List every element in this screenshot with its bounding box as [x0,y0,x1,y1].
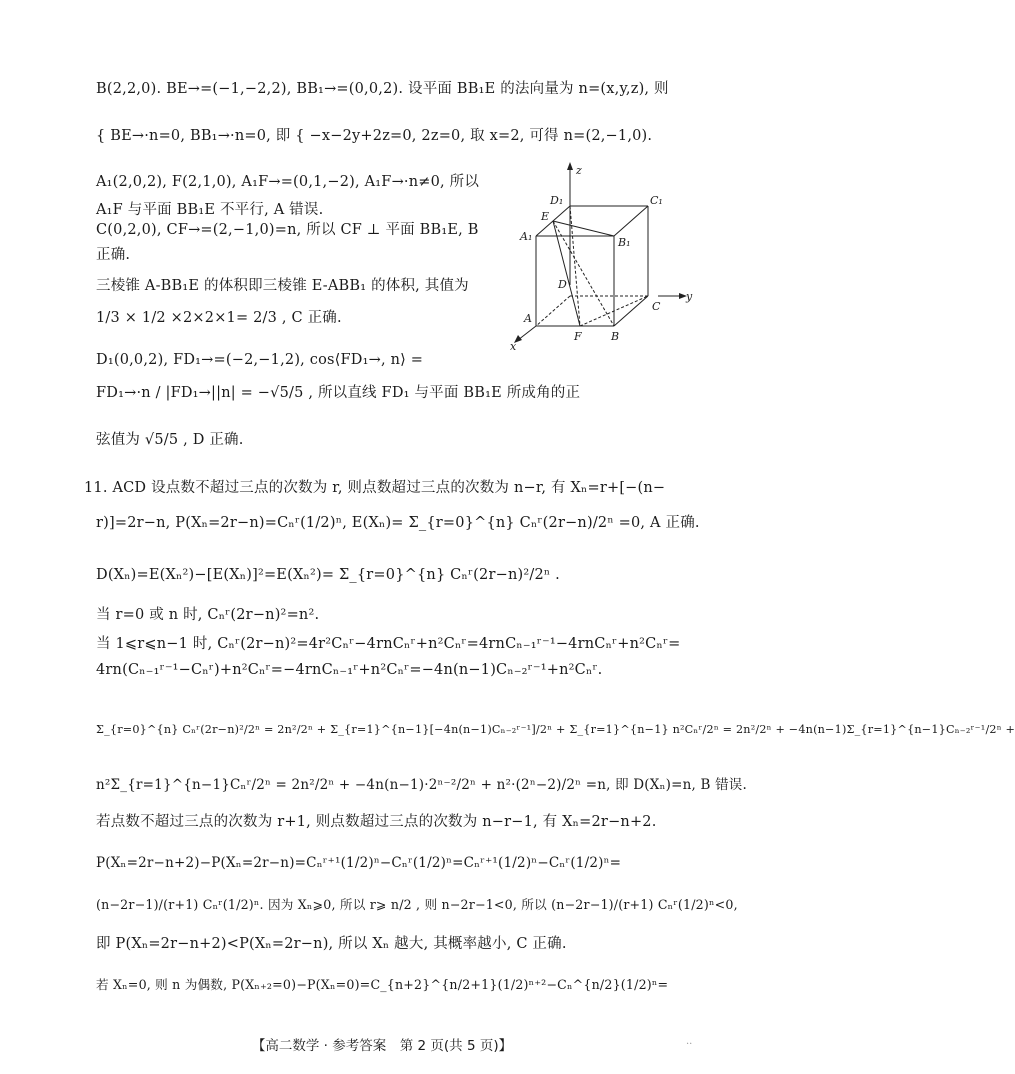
label-x: x [510,340,517,353]
line-2: { BE→·n=0, BB₁→·n=0, 即 { −x−2y+2z=0, 2z=0, 取 x=2, 可得 n=(2,−1,0). [96,128,653,144]
x-axis [518,326,536,340]
label-E: E [541,210,550,223]
cube-diagram [508,160,708,353]
label-y: y [686,290,693,303]
line-4: A₁F 与平面 BB₁E 不平行, A 错误. [96,202,324,218]
line-23: 即 P(Xₙ=2r−n+2)<P(Xₙ=2r−n), 所以 Xₙ 越大, 其概率越小, C 正确. [96,936,567,952]
line-20: 若点数不超过三点的次数为 r+1, 则点数超过三点的次数为 n−r−1, 有 Xₙ=2r−n+2. [96,814,657,830]
line-7: 三棱锥 A-BB₁E 的体积即三棱锥 E-ABB₁ 的体积, 其值为 [96,278,469,294]
edge-CB [614,296,648,326]
line-14: D(Xₙ)=E(Xₙ²)−[E(Xₙ)]²=E(Xₙ²)= Σ_{r=0}^{n} Cₙʳ(2r−n)²/2ⁿ . [96,567,560,583]
page-footer: 【高二数学 · 参考答案 第 2 页(共 5 页)】 [251,1038,513,1054]
edge-C1B1 [614,206,648,236]
label-A: A [524,312,532,325]
line-1: B(2,2,0). BE→=(−1,−2,2), BB₁→=(0,0,2). 设平面 BB₁E 的法向量为 n=(x,y,z), 则 [96,81,669,97]
edge-B1E [553,221,614,236]
label-A1: A₁ [520,230,533,243]
cube-figure [508,160,708,353]
label-C: C [652,300,661,313]
line-12: 11. ACD 设点数不超过三点的次数为 r, 则点数超过三点的次数为 n−r, 有 Xₙ=r+[−(n− [84,480,666,496]
line-5: C(0,2,0), CF→=(2,−1,0)=n, 所以 CF ⊥ 平面 BB₁E, B [96,222,479,238]
corner-mark: .. [686,1036,693,1047]
label-F: F [574,330,582,343]
label-B: B [611,330,620,343]
line-16: 当 1⩽r⩽n−1 时, Cₙʳ(2r−n)²=4r²Cₙʳ−4rnCₙʳ+n²Cₙʳ=4rnCₙ₋₁ʳ⁻¹−4rnCₙʳ+n²Cₙʳ= [96,636,681,652]
line-15: 当 r=0 或 n 时, Cₙʳ(2r−n)²=n². [96,607,320,623]
line-3: A₁(2,0,2), F(2,1,0), A₁F→=(0,1,−2), A₁F→·n≠0, 所以 [96,174,480,190]
label-D1: D₁ [550,194,564,207]
label-z: z [576,164,582,177]
line-11: 弦值为 √5/5 , D 正确. [96,432,244,448]
edge-DA-hidden [536,296,570,326]
line-24: 若 Xₙ=0, 则 n 为偶数, P(Xₙ₊₂=0)−P(Xₙ=0)=C_{n+2}^{n/2+1}(1/2)ⁿ⁺²−Cₙ^{n/2}(1/2)ⁿ= [96,977,669,992]
line-22: (n−2r−1)/(r+1) Cₙʳ(1/2)ⁿ. 因为 Xₙ⩾0, 所以 r⩾ n/2 , 则 n−2r−1<0, 所以 (n−2r−1)/(r+1) Cₙʳ(1/2)ⁿ<0, [96,897,738,912]
line-21: P(Xₙ=2r−n+2)−P(Xₙ=2r−n)=Cₙʳ⁺¹(1/2)ⁿ−Cₙʳ(1/2)ⁿ=Cₙʳ⁺¹(1/2)ⁿ−Cₙʳ(1/2)ⁿ= [96,855,622,871]
line-19: n²Σ_{r=1}^{n−1}Cₙʳ/2ⁿ = 2n²/2ⁿ + −4n(n−1)·2ⁿ⁻²/2ⁿ + n²·(2ⁿ−2)/2ⁿ =n, 即 D(Xₙ)=n, B 错误. [96,777,747,793]
z-arrow [567,162,573,170]
line-10: FD₁→·n / |FD₁→||n| = −√5/5 , 所以直线 FD₁ 与平面 BB₁E 所成角的正 [96,385,581,401]
label-B1: B₁ [618,236,631,249]
line-8: 1/3 × 1/2 ×2×2×1= 2/3 , C 正确. [96,310,342,326]
line-17: 4rn(Cₙ₋₁ʳ⁻¹−Cₙʳ)+n²Cₙʳ=−4rnCₙ₋₁ʳ+n²Cₙʳ=−4n(n−1)Cₙ₋₂ʳ⁻¹+n²Cₙʳ. [96,662,603,678]
line-9: D₁(0,0,2), FD₁→=(−2,−1,2), cos⟨FD₁→, n⟩ = [96,352,424,368]
label-D: D [558,278,567,291]
line-13: r)]=2r−n, P(Xₙ=2r−n)=Cₙʳ(1/2)ⁿ, E(Xₙ)= Σ_{r=0}^{n} Cₙʳ(2r−n)/2ⁿ =0, A 正确. [96,515,700,531]
line-18: Σ_{r=0}^{n} Cₙʳ(2r−n)²/2ⁿ = 2n²/2ⁿ + Σ_{r=1}^{n−1}[−4n(n−1)Cₙ₋₂ʳ⁻¹]/2ⁿ + Σ_{r=1}^{n−1} n²Cₙʳ/2ⁿ = 2n²/2ⁿ + −4n(n−1)Σ_{r=1}^{n−1}Cₙ₋₂ʳ⁻¹/2ⁿ + [96,723,1015,736]
line-6: 正确. [96,247,131,263]
edge-EB-hidden [553,221,614,326]
label-C1: C₁ [650,194,663,207]
